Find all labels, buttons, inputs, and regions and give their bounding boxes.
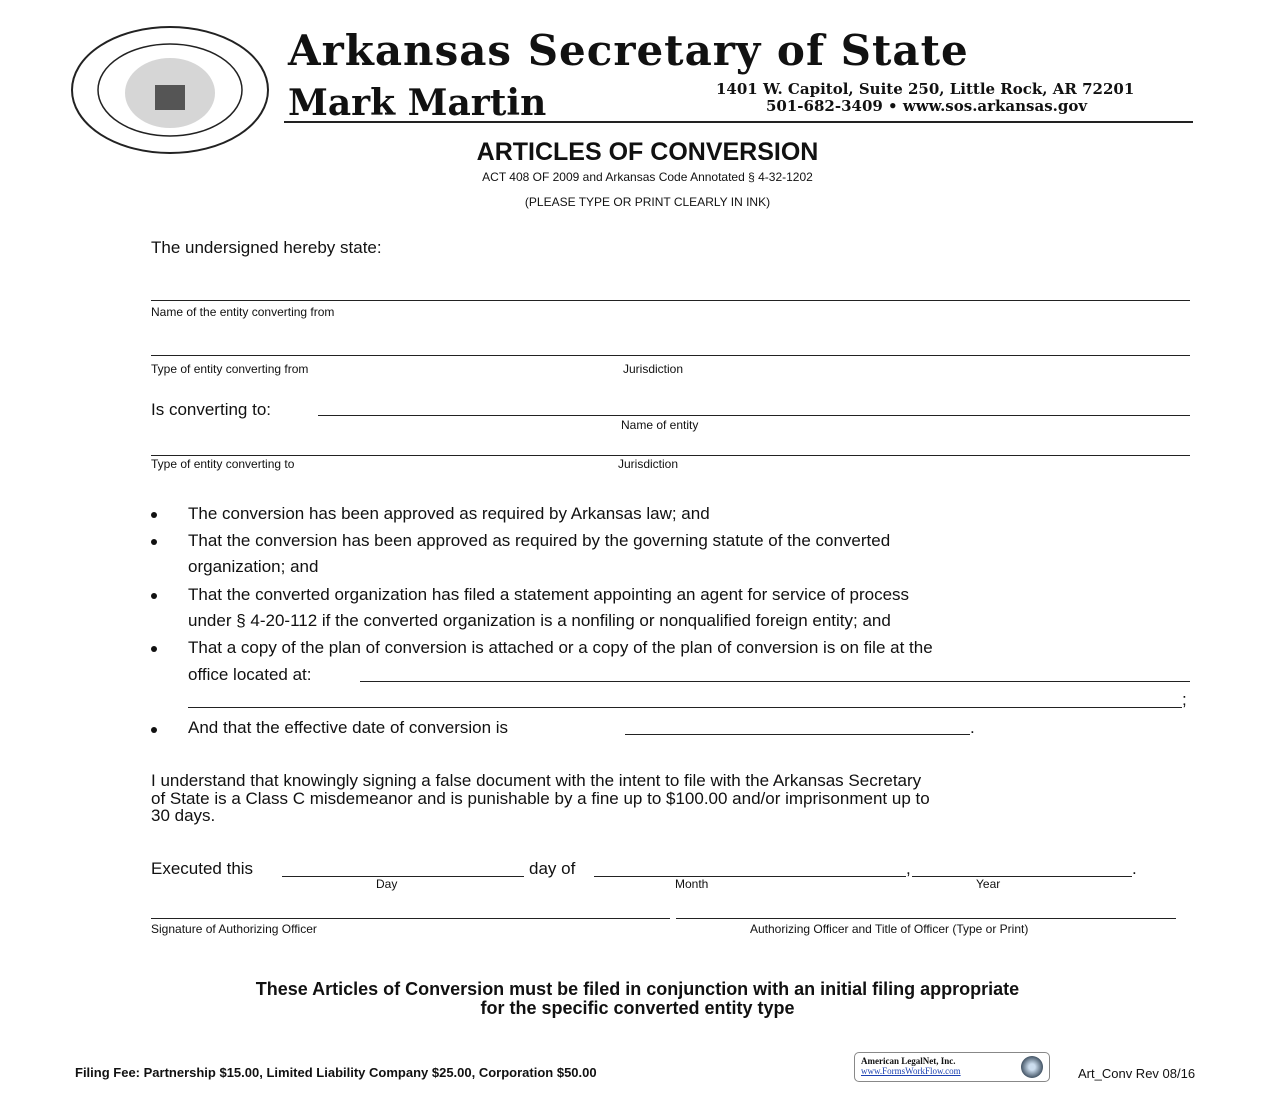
intro: The undersigned hereby state: [151,238,382,257]
type-from-field[interactable] [151,355,1190,356]
type-to-field[interactable] [151,455,1190,456]
bullet-text: And that the effective date of conversion is [188,718,509,737]
day-of: day of [529,859,576,878]
bullet-text: That the converted organization has filed a statement appointing an agent for service of process [188,585,910,604]
declaration-line: of State is a Class C misdemeanor and is punishable by a fine up to $100.00 and/or imprisonment up to [151,789,930,808]
year-field[interactable] [912,876,1132,877]
instruction: (PLEASE TYPE OR PRINT CLEARLY IN INK) [524,195,771,209]
label-name-entity: Name of entity [621,418,699,432]
revision: Art_Conv Rev 08/16 [1078,1066,1196,1081]
secretary-name: Mark Martin [288,82,547,124]
bullet-text: organization; and [188,557,319,576]
declaration-line: 30 days. [151,806,216,825]
name-to-field[interactable] [318,415,1190,416]
comma: , [906,859,911,878]
label-type-to: Type of entity converting to [151,457,295,471]
logo-url[interactable]: www.FormsWorkFlow.com [861,1066,961,1076]
signature-field[interactable] [151,918,670,919]
state-seal [70,25,270,155]
converting-to: Is converting to: [151,400,272,419]
bullet-text: That a copy of the plan of conversion is attached or a copy of the plan of conversion is on file at the [188,638,933,657]
office-address-field-2[interactable] [188,707,1182,708]
label-month: Month [675,877,709,891]
header-rule [284,121,1193,123]
address: 1401 W. Capitol, Suite 250, Little Rock, AR 72201 [716,80,1135,98]
label-officer: Authorizing Officer and Title of Officer (Type or Print) [750,922,1029,936]
label-name-from: Name of the entity converting from [151,305,335,319]
effective-date-field[interactable] [625,734,970,735]
bullet-icon [151,646,157,652]
label-type-from: Type of entity converting from [151,362,309,376]
bullet-icon [151,539,157,545]
bullet-text: The conversion has been approved as required by Arkansas law; and [188,504,710,523]
bullet-text: under § 4-20-112 if the converted organization is a nonfiling or nonqualified foreign entity; and [188,611,891,630]
month-field[interactable] [594,876,906,877]
bullet-icon [151,727,157,733]
globe-icon [1021,1056,1043,1078]
bullet-text: That the conversion has been approved as required by the governing statute of the converted [188,531,891,550]
logo-company: American LegalNet, Inc. [861,1056,956,1066]
notice-line: for the specific converted entity type [480,998,795,1018]
day-field[interactable] [282,876,524,877]
bullet-icon [151,593,157,599]
legalnet-logo[interactable] [854,1052,1050,1082]
bullet-text: office located at: [188,665,312,684]
period: . [1132,859,1137,878]
office-title: Arkansas Secretary of State [288,26,969,75]
authority: ACT 408 OF 2009 and Arkansas Code Annotated § 4-32-1202 [482,170,813,184]
label-jurisdiction-from: Jurisdiction [623,362,684,376]
contact: 501-682-3409 • www.sos.arkansas.gov [766,97,1088,115]
form-title: ARTICLES OF CONVERSION [476,138,819,166]
label-year: Year [976,877,1001,891]
notice-line: These Articles of Conversion must be filed in conjunction with an initial filing appropriate [255,979,1020,999]
declaration-line: I understand that knowingly signing a false document with the intent to file with the Arkansas Secretary [151,771,922,790]
period: . [970,718,975,737]
label-signature: Signature of Authorizing Officer [151,922,317,936]
name-from-field[interactable] [151,300,1190,301]
label-jurisdiction-to: Jurisdiction [618,457,679,471]
label-day: Day [376,877,398,891]
semicolon: ; [1182,690,1187,709]
bullet-icon [151,512,157,518]
officer-name-field[interactable] [676,918,1176,919]
office-address-field[interactable] [360,681,1190,682]
filing-fee: Filing Fee: Partnership $15.00, Limited Liability Company $25.00, Corporation $50.00 [75,1065,597,1080]
executed-this: Executed this [151,859,254,878]
